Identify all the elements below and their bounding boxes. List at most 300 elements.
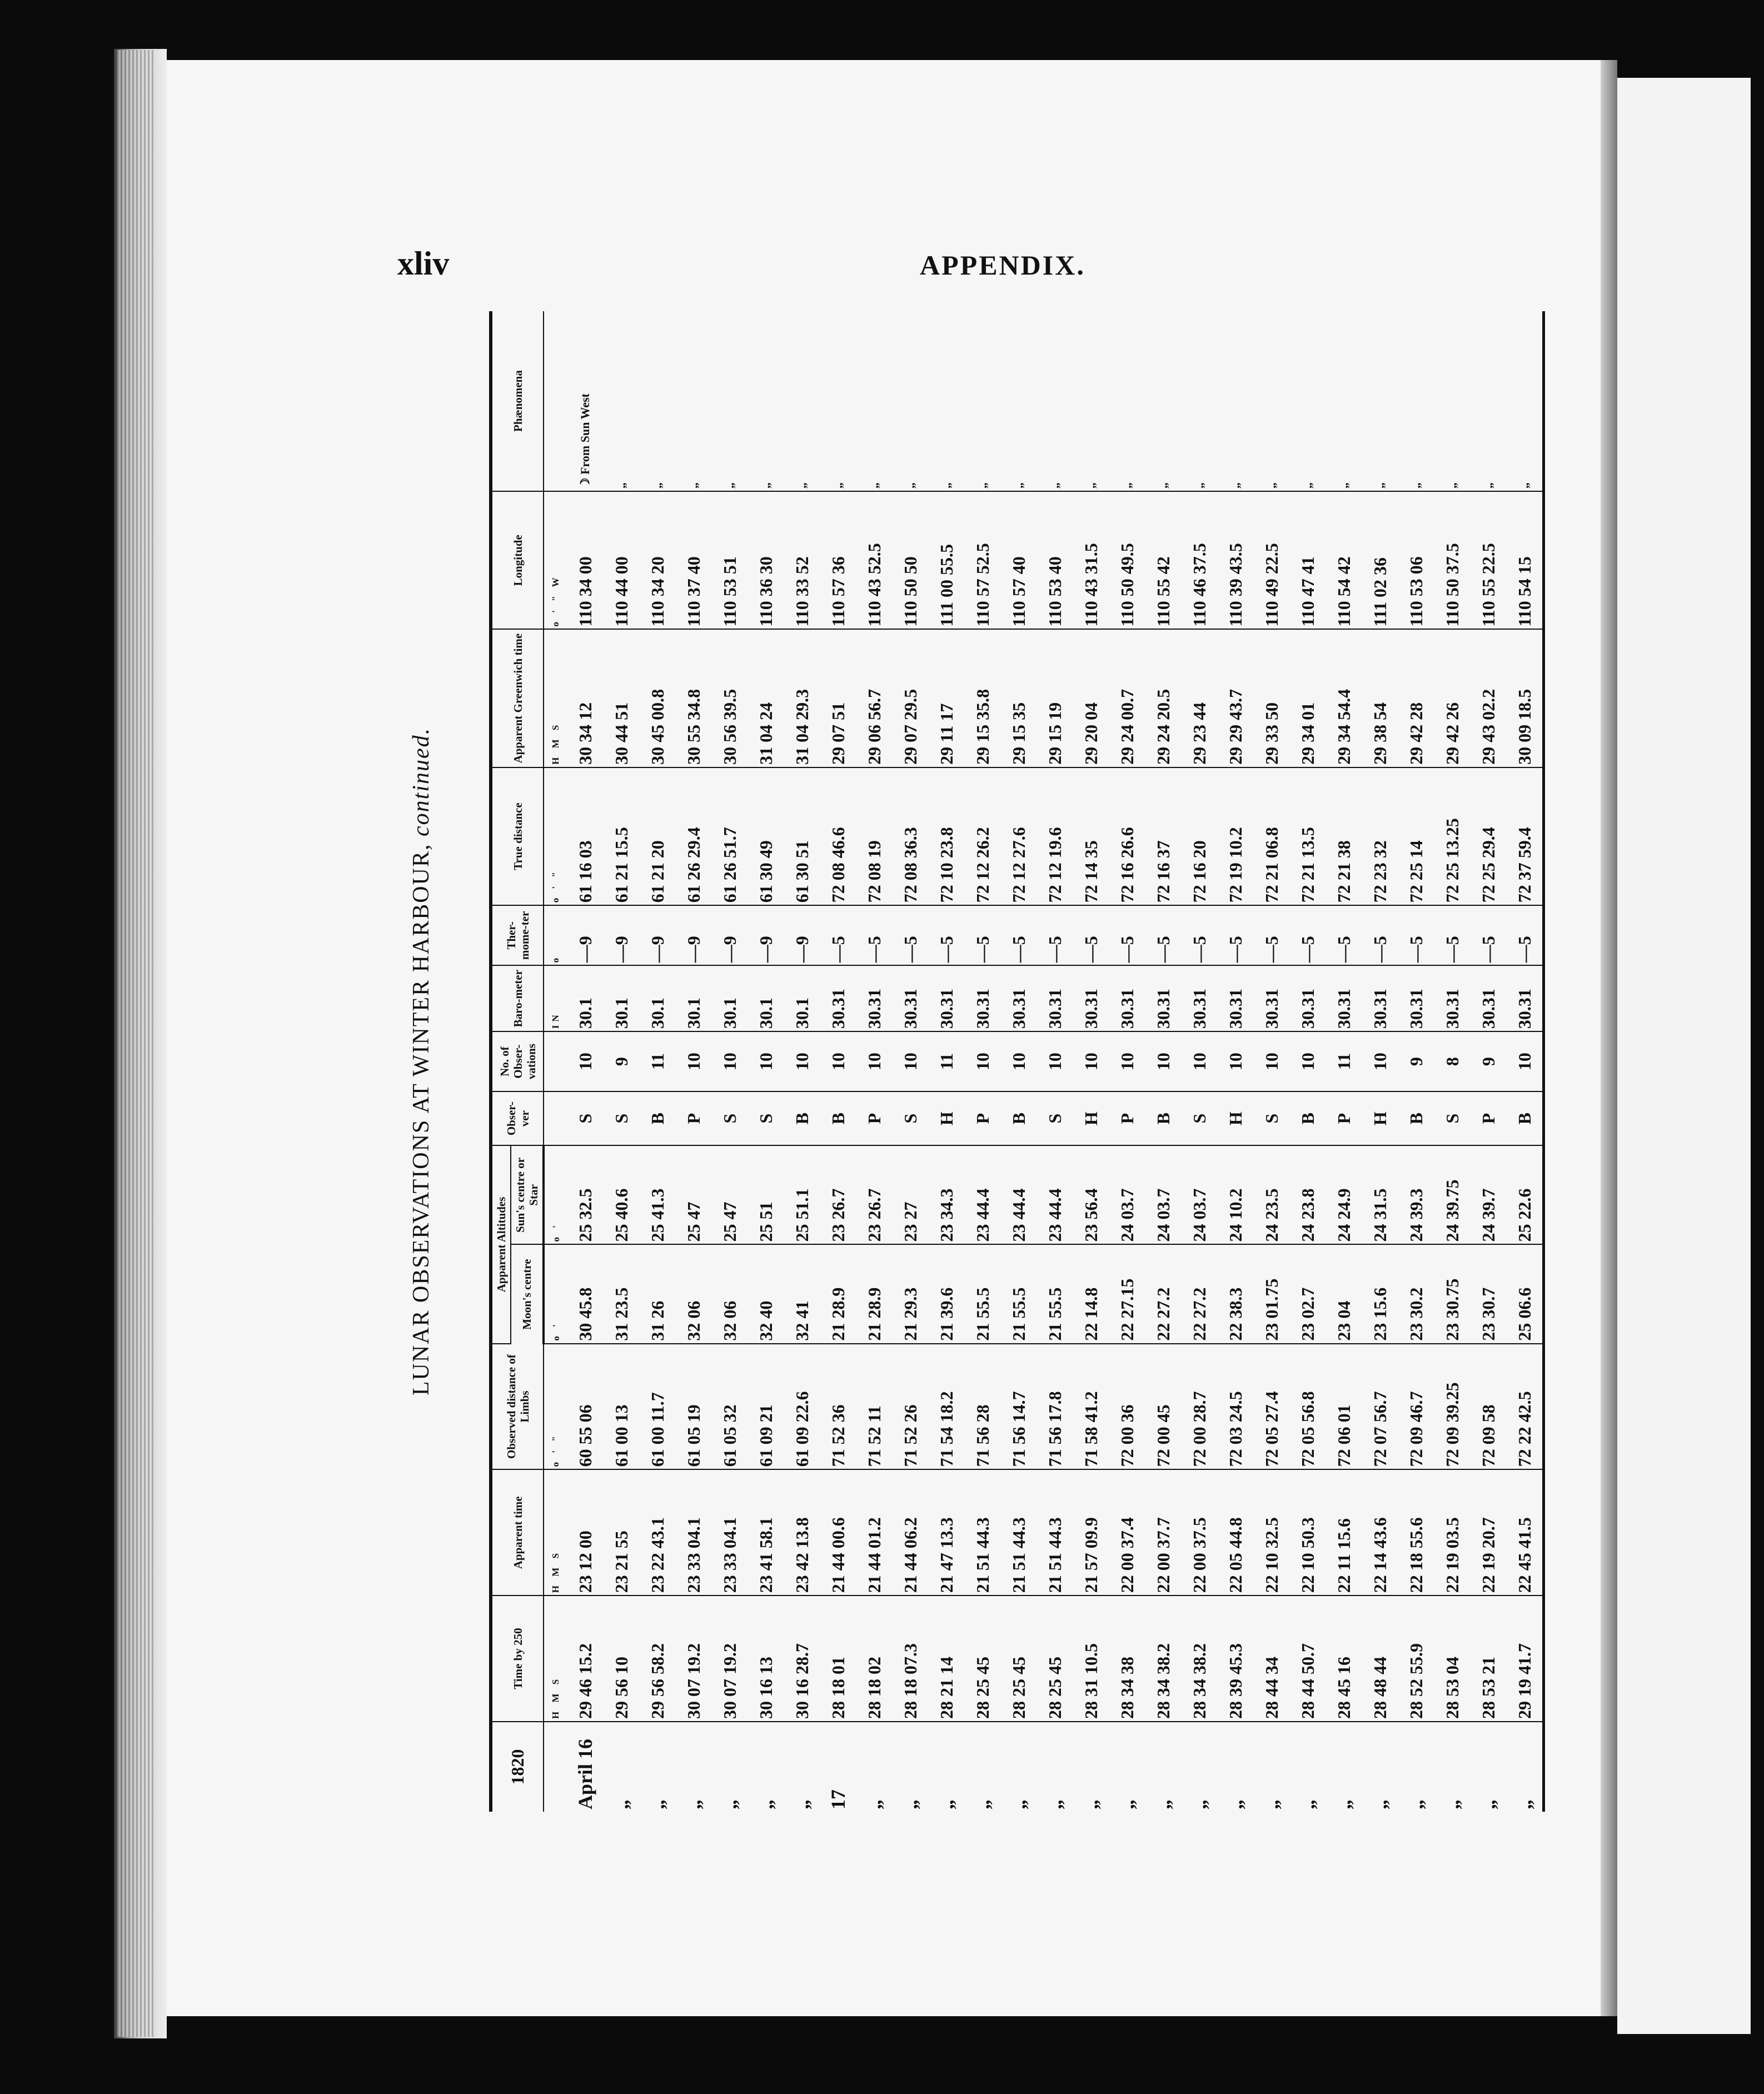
number-of-observations-cell: 10 xyxy=(1217,1031,1253,1091)
row-date-cell: „ xyxy=(1115,1799,1138,1809)
barometer-cell: 30.31 xyxy=(856,965,892,1031)
table-row xyxy=(820,311,856,1812)
thermometer-cell: —5 xyxy=(1398,905,1434,965)
true-distance-cell: 72 16 20 xyxy=(1181,767,1217,905)
longitude-cell: 110 49 22.5 xyxy=(1253,491,1289,629)
greenwich-time-cell: 29 06 56.7 xyxy=(856,630,892,767)
row-date-cell: „ xyxy=(1260,1799,1283,1809)
time-by-250-cell: 28 31 10.5 xyxy=(1073,1596,1109,1722)
barometer-cell: 30.1 xyxy=(711,965,748,1031)
number-of-observations-cell: 10 xyxy=(1362,1031,1398,1091)
phaenomena-cell: „ xyxy=(1434,311,1470,491)
apparent-time-cell: 21 44 00.6 xyxy=(820,1469,856,1596)
row-date-cell: „ xyxy=(863,1799,885,1809)
table-row xyxy=(1037,311,1073,1812)
apparent-time-cell: 23 42 13.8 xyxy=(784,1469,820,1596)
apparent-time-cell: 22 18 55.6 xyxy=(1398,1469,1434,1596)
phaenomena-cell: „ xyxy=(1000,311,1037,491)
number-of-observations-cell: 10 xyxy=(892,1031,928,1091)
time-by-250-cell: 28 45 16 xyxy=(1326,1596,1362,1722)
longitude-cell: 110 55 42 xyxy=(1145,491,1181,629)
longitude-cell: 111 02 36 xyxy=(1362,491,1398,629)
observed-distance-cell: 72 07 56.7 xyxy=(1362,1344,1398,1470)
table-row xyxy=(675,311,711,1812)
observer-cell: B xyxy=(1289,1091,1326,1145)
moon-altitude-cell: 31 23.5 xyxy=(603,1244,639,1343)
longitude-cell: 110 36 30 xyxy=(748,491,784,629)
thermometer-cell: —5 xyxy=(1109,905,1145,965)
thermometer-cell: —5 xyxy=(964,905,1000,965)
time-by-250-cell: 28 21 14 xyxy=(928,1596,964,1722)
row-date-cell: „ xyxy=(971,1799,994,1809)
table-title xyxy=(408,311,435,1812)
phaenomena-cell: „ xyxy=(711,311,748,491)
apparent-time-cell: 23 22 43.1 xyxy=(639,1469,675,1596)
observer-cell: P xyxy=(964,1091,1000,1145)
observed-distance-cell: 61 00 11.7 xyxy=(639,1344,675,1470)
col-header-thermometer: Ther-mome-ter xyxy=(491,905,544,965)
phaenomena-cell: „ xyxy=(1362,311,1398,491)
true-distance-cell: 72 25 13.25 xyxy=(1434,767,1470,905)
greenwich-time-cell: 29 42 26 xyxy=(1434,630,1470,767)
barometer-cell: 30.1 xyxy=(567,965,603,1031)
number-of-observations-cell: 10 xyxy=(1073,1031,1109,1091)
col-header-observer: Obser-ver xyxy=(491,1091,544,1145)
moon-altitude-cell: 32 06 xyxy=(711,1244,748,1343)
thermometer-cell: —5 xyxy=(1000,905,1037,965)
number-of-observations-cell: 10 xyxy=(820,1031,856,1091)
barometer-cell: 30.31 xyxy=(1470,965,1506,1031)
page-number: xliv xyxy=(397,245,450,282)
greenwich-time-cell: 31 04 29.3 xyxy=(784,630,820,767)
table-body xyxy=(544,311,1544,1812)
units-cell: o ' " xyxy=(544,1344,567,1470)
observer-cell: S xyxy=(1181,1091,1217,1145)
greenwich-time-cell: 29 38 54 xyxy=(1362,630,1398,767)
observer-cell: B xyxy=(1145,1091,1181,1145)
thermometer-cell: —5 xyxy=(892,905,928,965)
thermometer-cell: —5 xyxy=(1506,905,1544,965)
time-by-250-cell: 28 34 38.2 xyxy=(1181,1596,1217,1722)
table-row xyxy=(1289,311,1326,1812)
table-row xyxy=(639,311,675,1812)
barometer-cell: 30.31 xyxy=(1109,965,1145,1031)
thermometer-cell: —9 xyxy=(639,905,675,965)
observer-cell: B xyxy=(639,1091,675,1145)
thermometer-cell: —5 xyxy=(1145,905,1181,965)
time-by-250-cell: 28 52 55.9 xyxy=(1398,1596,1434,1722)
true-distance-cell: 61 26 51.7 xyxy=(711,767,748,905)
true-distance-cell: 72 21 06.8 xyxy=(1253,767,1289,905)
greenwich-time-cell: 29 15 35.8 xyxy=(964,630,1000,767)
phaenomena-cell: ☽ From Sun West xyxy=(567,311,603,491)
true-distance-cell: 61 21 20 xyxy=(639,767,675,905)
table-row xyxy=(1398,311,1434,1812)
longitude-cell: 110 57 52.5 xyxy=(964,491,1000,629)
observed-distance-cell: 61 09 21 xyxy=(748,1344,784,1470)
apparent-time-cell: 22 14 43.6 xyxy=(1362,1469,1398,1596)
row-date-cell: „ xyxy=(1224,1799,1247,1809)
sun-altitude-cell: 24 10.2 xyxy=(1217,1145,1253,1244)
true-distance-cell: 72 12 19.6 xyxy=(1037,767,1073,905)
barometer-cell: 30.31 xyxy=(964,965,1000,1031)
col-header-apparent-altitudes: Apparent Altitudes xyxy=(491,1145,511,1343)
observed-distance-cell: 61 09 22.6 xyxy=(784,1344,820,1470)
observed-distance-cell: 71 56 17.8 xyxy=(1037,1344,1073,1470)
phaenomena-cell: „ xyxy=(603,311,639,491)
table-row xyxy=(1253,311,1289,1812)
longitude-cell: 110 57 36 xyxy=(820,491,856,629)
moon-altitude-cell: 23 04 xyxy=(1326,1244,1362,1343)
observed-distance-cell: 71 52 36 xyxy=(820,1344,856,1470)
observed-distance-cell: 72 00 28.7 xyxy=(1181,1344,1217,1470)
moon-altitude-cell: 21 55.5 xyxy=(1000,1244,1037,1343)
greenwich-time-cell: 29 07 29.5 xyxy=(892,630,928,767)
units-cell xyxy=(544,1091,567,1145)
observer-cell: P xyxy=(1109,1091,1145,1145)
table-row xyxy=(1362,311,1398,1812)
moon-altitude-cell: 21 39.6 xyxy=(928,1244,964,1343)
sun-altitude-cell: 24 03.7 xyxy=(1109,1145,1145,1244)
moon-altitude-cell: 31 26 xyxy=(639,1244,675,1343)
barometer-cell: 30.1 xyxy=(639,965,675,1031)
greenwich-time-cell: 29 24 00.7 xyxy=(1109,630,1145,767)
longitude-cell: 110 50 50 xyxy=(892,491,928,629)
barometer-cell: 30.31 xyxy=(1506,965,1544,1031)
number-of-observations-cell: 10 xyxy=(1000,1031,1037,1091)
barometer-cell: 30.31 xyxy=(1362,965,1398,1031)
true-distance-cell: 72 08 36.3 xyxy=(892,767,928,905)
greenwich-time-cell: 29 43 02.2 xyxy=(1470,630,1506,767)
greenwich-time-cell: 29 15 35 xyxy=(1000,630,1037,767)
true-distance-cell: 72 25 29.4 xyxy=(1470,767,1506,905)
moon-altitude-cell: 32 06 xyxy=(675,1244,711,1343)
apparent-time-cell: 22 19 20.7 xyxy=(1470,1469,1506,1596)
sun-altitude-cell: 24 39.3 xyxy=(1398,1145,1434,1244)
observed-distance-cell: 72 03 24.5 xyxy=(1217,1344,1253,1470)
observer-cell: S xyxy=(1037,1091,1073,1145)
sun-altitude-cell: 24 24.9 xyxy=(1326,1145,1362,1244)
time-by-250-cell: 30 07 19.2 xyxy=(711,1596,748,1722)
barometer-cell: 30.31 xyxy=(1217,965,1253,1031)
observed-distance-cell: 60 55 06 xyxy=(567,1344,603,1470)
phaenomena-cell: „ xyxy=(892,311,928,491)
row-date-cell: „ xyxy=(1513,1799,1536,1809)
time-by-250-cell: 28 39 45.3 xyxy=(1217,1596,1253,1722)
col-header-apparent-time: Apparent time xyxy=(491,1469,544,1596)
sun-altitude-cell: 24 31.5 xyxy=(1362,1145,1398,1244)
true-distance-cell: 72 10 23.8 xyxy=(928,767,964,905)
greenwich-time-cell: 30 09 18.5 xyxy=(1506,630,1544,767)
greenwich-time-cell: 31 04 24 xyxy=(748,630,784,767)
barometer-cell: 30.1 xyxy=(748,965,784,1031)
thermometer-cell: —5 xyxy=(1253,905,1289,965)
row-date-cell: „ xyxy=(718,1799,741,1809)
observer-cell: H xyxy=(1073,1091,1109,1145)
sun-altitude-cell: 24 03.7 xyxy=(1181,1145,1217,1244)
apparent-time-cell: 21 44 01.2 xyxy=(856,1469,892,1596)
apparent-time-cell: 22 00 37.4 xyxy=(1109,1469,1145,1596)
row-date-cell: „ xyxy=(1332,1799,1355,1809)
moon-altitude-cell: 21 29.3 xyxy=(892,1244,928,1343)
barometer-cell: 30.31 xyxy=(892,965,928,1031)
apparent-time-cell: 22 45 41.5 xyxy=(1506,1469,1544,1596)
number-of-observations-cell: 9 xyxy=(1470,1031,1506,1091)
greenwich-time-cell: 29 11 17 xyxy=(928,630,964,767)
thermometer-cell: —5 xyxy=(1434,905,1470,965)
observer-cell: H xyxy=(1217,1091,1253,1145)
phaenomena-cell: „ xyxy=(820,311,856,491)
number-of-observations-cell: 10 xyxy=(675,1031,711,1091)
row-date-cell: „ xyxy=(935,1799,958,1809)
observer-cell: P xyxy=(1470,1091,1506,1145)
barometer-cell: 30.31 xyxy=(1253,965,1289,1031)
observed-distance-cell: 71 58 41.2 xyxy=(1073,1344,1109,1470)
observer-cell: P xyxy=(675,1091,711,1145)
observed-distance-cell: 72 09 46.7 xyxy=(1398,1344,1434,1470)
sun-altitude-cell: 25 47 xyxy=(675,1145,711,1244)
book-gutter xyxy=(1601,60,1617,2016)
col-header-barometer: Baro-meter xyxy=(491,965,544,1031)
true-distance-cell: 72 08 46.6 xyxy=(820,767,856,905)
units-cell: o ' " xyxy=(544,767,567,905)
true-distance-cell: 61 30 49 xyxy=(748,767,784,905)
col-header-longitude: Longitude xyxy=(491,491,544,629)
greenwich-time-cell: 29 07 51 xyxy=(820,630,856,767)
observed-distance-cell: 72 05 56.8 xyxy=(1289,1344,1326,1470)
units-cell: o ' xyxy=(544,1244,567,1343)
sun-altitude-cell: 25 40.6 xyxy=(603,1145,639,1244)
observer-cell: B xyxy=(784,1091,820,1145)
moon-altitude-cell: 22 14.8 xyxy=(1073,1244,1109,1343)
true-distance-cell: 61 16 03 xyxy=(567,767,603,905)
barometer-cell: 30.31 xyxy=(1434,965,1470,1031)
time-by-250-cell: 28 44 50.7 xyxy=(1289,1596,1326,1722)
phaenomena-cell: „ xyxy=(675,311,711,491)
thermometer-cell: —5 xyxy=(1073,905,1109,965)
observer-cell: S xyxy=(1434,1091,1470,1145)
col-header-no-obs: No. of Obser-vations xyxy=(491,1031,544,1091)
moon-altitude-cell: 25 06.6 xyxy=(1506,1244,1544,1343)
moon-altitude-cell: 23 01.75 xyxy=(1253,1244,1289,1343)
greenwich-time-cell: 29 24 20.5 xyxy=(1145,630,1181,767)
phaenomena-cell: „ xyxy=(748,311,784,491)
row-date-cell: „ xyxy=(1007,1799,1030,1809)
time-by-250-cell: 29 46 15.2 xyxy=(567,1596,603,1722)
time-by-250-cell: 29 56 58.2 xyxy=(639,1596,675,1722)
longitude-cell: 110 34 00 xyxy=(567,491,603,629)
longitude-cell: 110 46 37.5 xyxy=(1181,491,1217,629)
phaenomena-cell: „ xyxy=(1253,311,1289,491)
thermometer-cell: —5 xyxy=(1289,905,1326,965)
true-distance-cell: 72 12 27.6 xyxy=(1000,767,1037,905)
col-header-greenwich-time: Apparent Greenwich time xyxy=(491,630,544,767)
apparent-time-cell: 21 51 44.3 xyxy=(964,1469,1000,1596)
observer-cell: B xyxy=(820,1091,856,1145)
observed-distance-cell: 61 05 19 xyxy=(675,1344,711,1470)
units-cell xyxy=(544,1031,567,1091)
page-edges xyxy=(117,50,156,2037)
sun-altitude-cell: 23 34.3 xyxy=(928,1145,964,1244)
row-date-cell: „ xyxy=(1477,1799,1499,1809)
observed-distance-cell: 72 06 01 xyxy=(1326,1344,1362,1470)
longitude-cell: 110 53 40 xyxy=(1037,491,1073,629)
row-date-cell: „ xyxy=(1043,1799,1066,1809)
number-of-observations-cell: 10 xyxy=(1253,1031,1289,1091)
apparent-time-cell: 22 19 03.5 xyxy=(1434,1469,1470,1596)
time-by-250-cell: 28 44 34 xyxy=(1253,1596,1289,1722)
time-by-250-cell: 30 07 19.2 xyxy=(675,1596,711,1722)
greenwich-time-cell: 29 33 50 xyxy=(1253,630,1289,767)
moon-altitude-cell: 22 38.3 xyxy=(1217,1244,1253,1343)
row-date-cell: „ xyxy=(1079,1799,1102,1809)
number-of-observations-cell: 10 xyxy=(748,1031,784,1091)
table-row xyxy=(1470,311,1506,1812)
phaenomena-cell: „ xyxy=(1145,311,1181,491)
time-by-250-cell: 28 34 38.2 xyxy=(1145,1596,1181,1722)
col-header-year: 1820 xyxy=(491,1722,544,1812)
barometer-cell: 30.31 xyxy=(1037,965,1073,1031)
true-distance-cell: 61 30 51 xyxy=(784,767,820,905)
phaenomena-cell: „ xyxy=(1398,311,1434,491)
moon-altitude-cell: 23 30.7 xyxy=(1470,1244,1506,1343)
phaenomena-cell: „ xyxy=(856,311,892,491)
time-by-250-cell: 29 19 41.7 xyxy=(1506,1596,1544,1722)
number-of-observations-cell: 10 xyxy=(1289,1031,1326,1091)
time-by-250-cell: 28 18 01 xyxy=(820,1596,856,1722)
col-header-true-distance: True distance xyxy=(491,767,544,905)
longitude-cell: 110 47 41 xyxy=(1289,491,1326,629)
number-of-observations-cell: 9 xyxy=(603,1031,639,1091)
units-cell: o ' xyxy=(544,1145,567,1244)
longitude-cell: 110 53 51 xyxy=(711,491,748,629)
units-cell: H M S xyxy=(544,630,567,767)
true-distance-cell: 72 23 32 xyxy=(1362,767,1398,905)
apparent-time-cell: 22 00 37.7 xyxy=(1145,1469,1181,1596)
true-distance-cell: 72 25 14 xyxy=(1398,767,1434,905)
greenwich-time-cell: 29 23 44 xyxy=(1181,630,1217,767)
time-by-250-cell: 30 16 13 xyxy=(748,1596,784,1722)
thermometer-cell: —5 xyxy=(1037,905,1073,965)
phaenomena-cell: „ xyxy=(639,311,675,491)
moon-altitude-cell: 22 27.2 xyxy=(1145,1244,1181,1343)
sun-altitude-cell: 23 27 xyxy=(892,1145,928,1244)
apparent-time-cell: 23 12 00 xyxy=(567,1469,603,1596)
table-row xyxy=(603,311,639,1812)
observer-cell: B xyxy=(1000,1091,1037,1145)
true-distance-cell: 72 12 26.2 xyxy=(964,767,1000,905)
thermometer-cell: —9 xyxy=(603,905,639,965)
thermometer-cell: —5 xyxy=(928,905,964,965)
time-by-250-cell: 28 53 04 xyxy=(1434,1596,1470,1722)
table-row xyxy=(1326,311,1362,1812)
time-by-250-cell: 28 25 45 xyxy=(964,1596,1000,1722)
apparent-time-cell: 23 33 04.1 xyxy=(711,1469,748,1596)
observed-distance-cell: 72 09 58 xyxy=(1470,1344,1506,1470)
sun-altitude-cell: 24 23.8 xyxy=(1289,1145,1326,1244)
apparent-time-cell: 23 41 58.1 xyxy=(748,1469,784,1596)
row-date-cell: „ xyxy=(754,1799,777,1809)
table-title-text: LUNAR OBSERVATIONS AT WINTER HARBOUR, xyxy=(408,843,434,1396)
thermometer-cell: —9 xyxy=(748,905,784,965)
barometer-cell: 30.31 xyxy=(1398,965,1434,1031)
observed-distance-cell: 71 52 11 xyxy=(856,1344,892,1470)
phaenomena-cell: „ xyxy=(1506,311,1544,491)
apparent-time-cell: 23 21 55 xyxy=(603,1469,639,1596)
barometer-cell: 30.31 xyxy=(1181,965,1217,1031)
units-longitude: o ' " xyxy=(550,592,561,627)
observed-distance-cell: 72 00 45 xyxy=(1145,1344,1181,1470)
apparent-time-cell: 21 47 13.3 xyxy=(928,1469,964,1596)
moon-altitude-cell: 23 30.2 xyxy=(1398,1244,1434,1343)
observer-cell: P xyxy=(856,1091,892,1145)
longitude-cell: 110 54 42 xyxy=(1326,491,1362,629)
true-distance-cell: 72 21 13.5 xyxy=(1289,767,1326,905)
lunar-observations-table xyxy=(489,311,1545,1812)
observed-distance-cell: 72 05 27.4 xyxy=(1253,1344,1289,1470)
sun-altitude-cell: 23 44.4 xyxy=(1037,1145,1073,1244)
col-header-phaenomena: Phænomena xyxy=(491,311,544,491)
sun-altitude-cell: 25 51 xyxy=(748,1145,784,1244)
apparent-time-cell: 23 33 04.1 xyxy=(675,1469,711,1596)
barometer-cell: 30.31 xyxy=(820,965,856,1031)
greenwich-time-cell: 30 34 12 xyxy=(567,630,603,767)
moon-altitude-cell: 21 55.5 xyxy=(1037,1244,1073,1343)
table-row xyxy=(928,311,964,1812)
observed-distance-cell: 71 56 14.7 xyxy=(1000,1344,1037,1470)
row-date-cell: „ xyxy=(1404,1799,1427,1809)
observer-cell: P xyxy=(1326,1091,1362,1145)
time-by-250-cell: 29 56 10 xyxy=(603,1596,639,1722)
observed-distance-cell: 71 56 28 xyxy=(964,1344,1000,1470)
running-head: APPENDIX. xyxy=(920,250,1085,281)
time-by-250-cell: 28 48 44 xyxy=(1362,1596,1398,1722)
longitude-cell: 110 53 06 xyxy=(1398,491,1434,629)
sun-altitude-cell: 25 41.3 xyxy=(639,1145,675,1244)
true-distance-cell: 72 16 37 xyxy=(1145,767,1181,905)
moon-altitude-cell: 30 45.8 xyxy=(567,1244,603,1343)
sun-altitude-cell: 24 23.5 xyxy=(1253,1145,1289,1244)
thermometer-cell: —5 xyxy=(1181,905,1217,965)
longitude-cell: 110 54 15 xyxy=(1506,491,1544,629)
barometer-cell: 30.31 xyxy=(1289,965,1326,1031)
phaenomena-cell: „ xyxy=(1037,311,1073,491)
table-title-continued: continued. xyxy=(408,727,434,837)
longitude-cell: 110 39 43.5 xyxy=(1217,491,1253,629)
table-row xyxy=(1434,311,1470,1812)
time-by-250-cell: 28 53 21 xyxy=(1470,1596,1506,1722)
row-date-cell: „ xyxy=(610,1799,632,1809)
sun-altitude-cell: 23 26.7 xyxy=(856,1145,892,1244)
row-date-cell: April 16 xyxy=(574,1738,596,1809)
greenwich-time-cell: 29 34 01 xyxy=(1289,630,1326,767)
longitude-cell: 110 43 52.5 xyxy=(856,491,892,629)
units-cell: IN xyxy=(544,965,567,1031)
observer-cell: B xyxy=(1506,1091,1544,1145)
table-row xyxy=(1145,311,1181,1812)
thermometer-cell: —5 xyxy=(856,905,892,965)
units-cell xyxy=(544,311,567,491)
observer-cell: S xyxy=(892,1091,928,1145)
longitude-cell: 110 55 22.5 xyxy=(1470,491,1506,629)
row-date-cell: 17 xyxy=(826,1789,849,1809)
true-distance-cell: 72 19 10.2 xyxy=(1217,767,1253,905)
phaenomena-cell: „ xyxy=(1289,311,1326,491)
barometer-cell: 30.31 xyxy=(1000,965,1037,1031)
row-date-cell: „ xyxy=(682,1799,705,1809)
table-row xyxy=(1073,311,1109,1812)
longitude-cell: 111 00 55.5 xyxy=(928,491,964,629)
